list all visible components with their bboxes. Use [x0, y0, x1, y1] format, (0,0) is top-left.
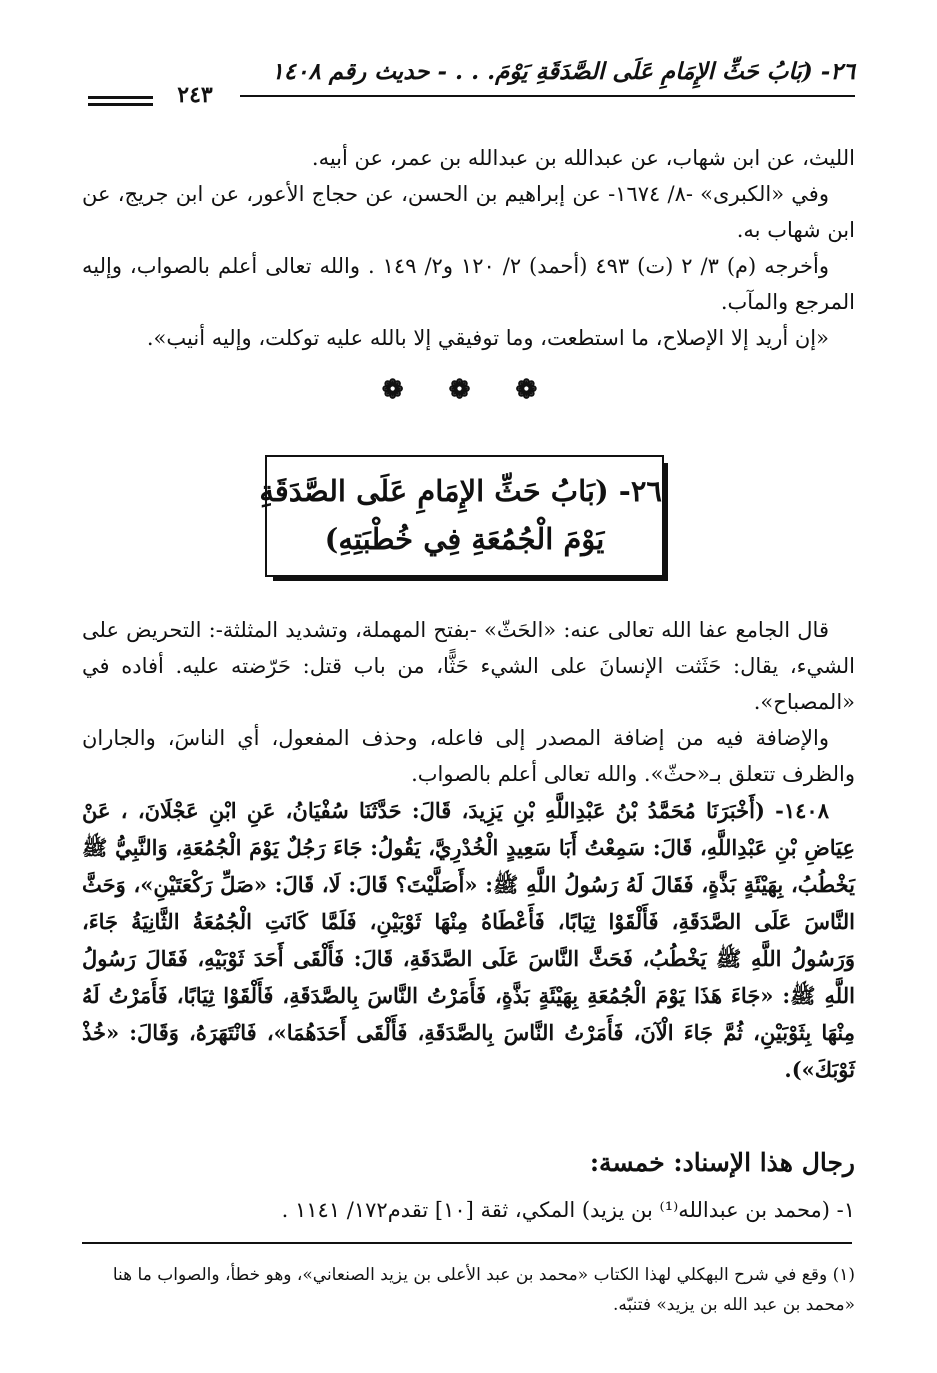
- chapter-title-line: يَوْمَ الْجُمُعَةِ فِي خُطْبَتِهِ): [324, 522, 605, 556]
- chapter-title-box: [259, 455, 664, 577]
- narrator-entry: ١- (محمد بن عبدالله⁽¹⁾ بن يزيد) المكي، ثقة [١٠] تقدم١٧٢/ ١١٤١ .: [281, 1198, 855, 1222]
- header-rule: [240, 95, 855, 97]
- footnote-separator: [82, 1242, 852, 1244]
- page-number: ٢٤٣: [177, 82, 213, 108]
- paragraph: وفي «الكبرى» -٨/ ١٦٧٤- عن إبراهيم بن الحسن، عن حجاج الأعور، عن ابن جريج، عن ابن شهاب به.: [82, 182, 855, 242]
- quran-quote: «إن أريد إلا الإصلاح، ما استطعت، وما توفيقي إلا بالله عليه توكلت، وإليه أنيب».: [146, 326, 829, 350]
- paragraph: وأخرجه (م) ٣/ ٢ (ت) ٤٩٣ (أحمد) ٢/ ١٢٠ و٢/ ١٤٩ . والله تعالى أعلم بالصواب، وإليه المرجع والمآب.: [82, 254, 855, 314]
- page-number-rule: [88, 96, 153, 99]
- commentary-paragraph: قال الجامع عفا الله تعالى عنه: «الحَثّ» -بفتح المهملة، وتشديد المثلثة-: التحريض على الشيء، يقال: حَثَثت الإنسانَ على الشيء حَثًّا، من باب قتل: حَرّضته عليه. أفاده في «المصباح».: [82, 618, 855, 714]
- hadith-text: ١٤٠٨- (أَخْبَرَنَا مُحَمَّدُ بْنُ عَبْدِاللَّهِ بْنِ يَزِيدَ، قَالَ: حَدَّثَنَا سُفْيَانُ، عَنِ ابْنِ عَجْلَانَ، ، عَنْ عِيَاضِ بْنِ عَبْدِاللَّهِ، قَالَ: سَمِعْتُ أَبَا سَعِيدٍ الْخُدْرِيَّ، يَقُولُ: جَاءَ رَجُلٌ يَوْمَ الْجُمُعَةِ، وَالنَّبِيُّ ﷺ يَخْطُبُ، بِهَيْئَةٍ بَذَّةٍ، فَقَالَ لَهُ رَسُولُ اللَّهِ ﷺ: «أَصَلَّيْتَ؟ قَالَ: لَا، قَالَ: «صَلِّ رَكْعَتَيْنِ»، وَحَثَّ النَّاسَ عَلَى الصَّدَقَةِ، فَأَلْقَوْا ثِيَابًا، فَأَعْطَاهُ مِنْهَا ثَوْبَيْنِ، فَلَمَّا كَانَتِ الْجُمُعَةُ الثَّانِيَةُ جَاءَ، وَرَسُولُ اللَّهِ ﷺ يَخْطُبُ، فَحَثَّ النَّاسَ عَلَى الصَّدَقَةِ، قَالَ: فَأَلْقَى أَحَدَ ثَوْبَيْهِ، فَقَالَ رَسُولُ اللَّهِ ﷺ: «جَاءَ هَذَا يَوْمَ الْجُمُعَةِ بِهَيْئَةٍ بَذَّةٍ، فَأَمَرْتُ النَّاسَ بِالصَّدَقَةِ، فَأَلْقَوْا ثِيَابًا، فَأَمَرْتُ لَهُ مِنْهَا بِثَوْبَيْنِ، ثُمَّ جَاءَ الْآنَ، فَأَمَرْتُ النَّاسَ بِالصَّدَقَةِ، فَأَلْقَى أَحَدَهُمَا»، فَانْتَهَرَهُ، وَقَالَ: «خُذْ ثَوْبَكَ»).: [82, 798, 856, 1082]
- commentary-paragraph: والإضافة فيه من إضافة المصدر إلى فاعله، وحذف المفعول، أي الناسَ، والجاران والظرف تتعلق بـ«حثّ». والله تعالى أعلم بالصواب.: [82, 726, 855, 786]
- paragraph: الليث، عن ابن شهاب، عن عبدالله بن عبدالله بن عمر، عن أبيه.: [311, 146, 855, 170]
- page-number-rule: [88, 103, 153, 106]
- narrators-heading: رجال هذا الإسناد: خمسة:: [589, 1148, 855, 1177]
- chapter-title-line: ٢٦- (بَابُ حَثِّ الإِمَامِ عَلَى الصَّدَقَةِ: [259, 474, 662, 508]
- top-text-block: [82, 140, 855, 356]
- footnote: (١) وقع في شرح البهكلي لهذا الكتاب «محمد بن عبد الأعلى بن يزيد الصنعاني»، وهو خطأ، والصواب ما هنا «محمد بن عبد الله بن يزيد» فتنبّه.: [112, 1265, 855, 1315]
- running-header-title: ٢٦- (بَابُ حَثِّ الإِمَامِ عَلَى الصَّدَقَةِ يَوْمَ. . . - حديث رقم ١٤٠٨: [271, 58, 855, 85]
- section-separator: ❁ ❁ ❁: [381, 375, 556, 405]
- commentary-block: [82, 612, 855, 1088]
